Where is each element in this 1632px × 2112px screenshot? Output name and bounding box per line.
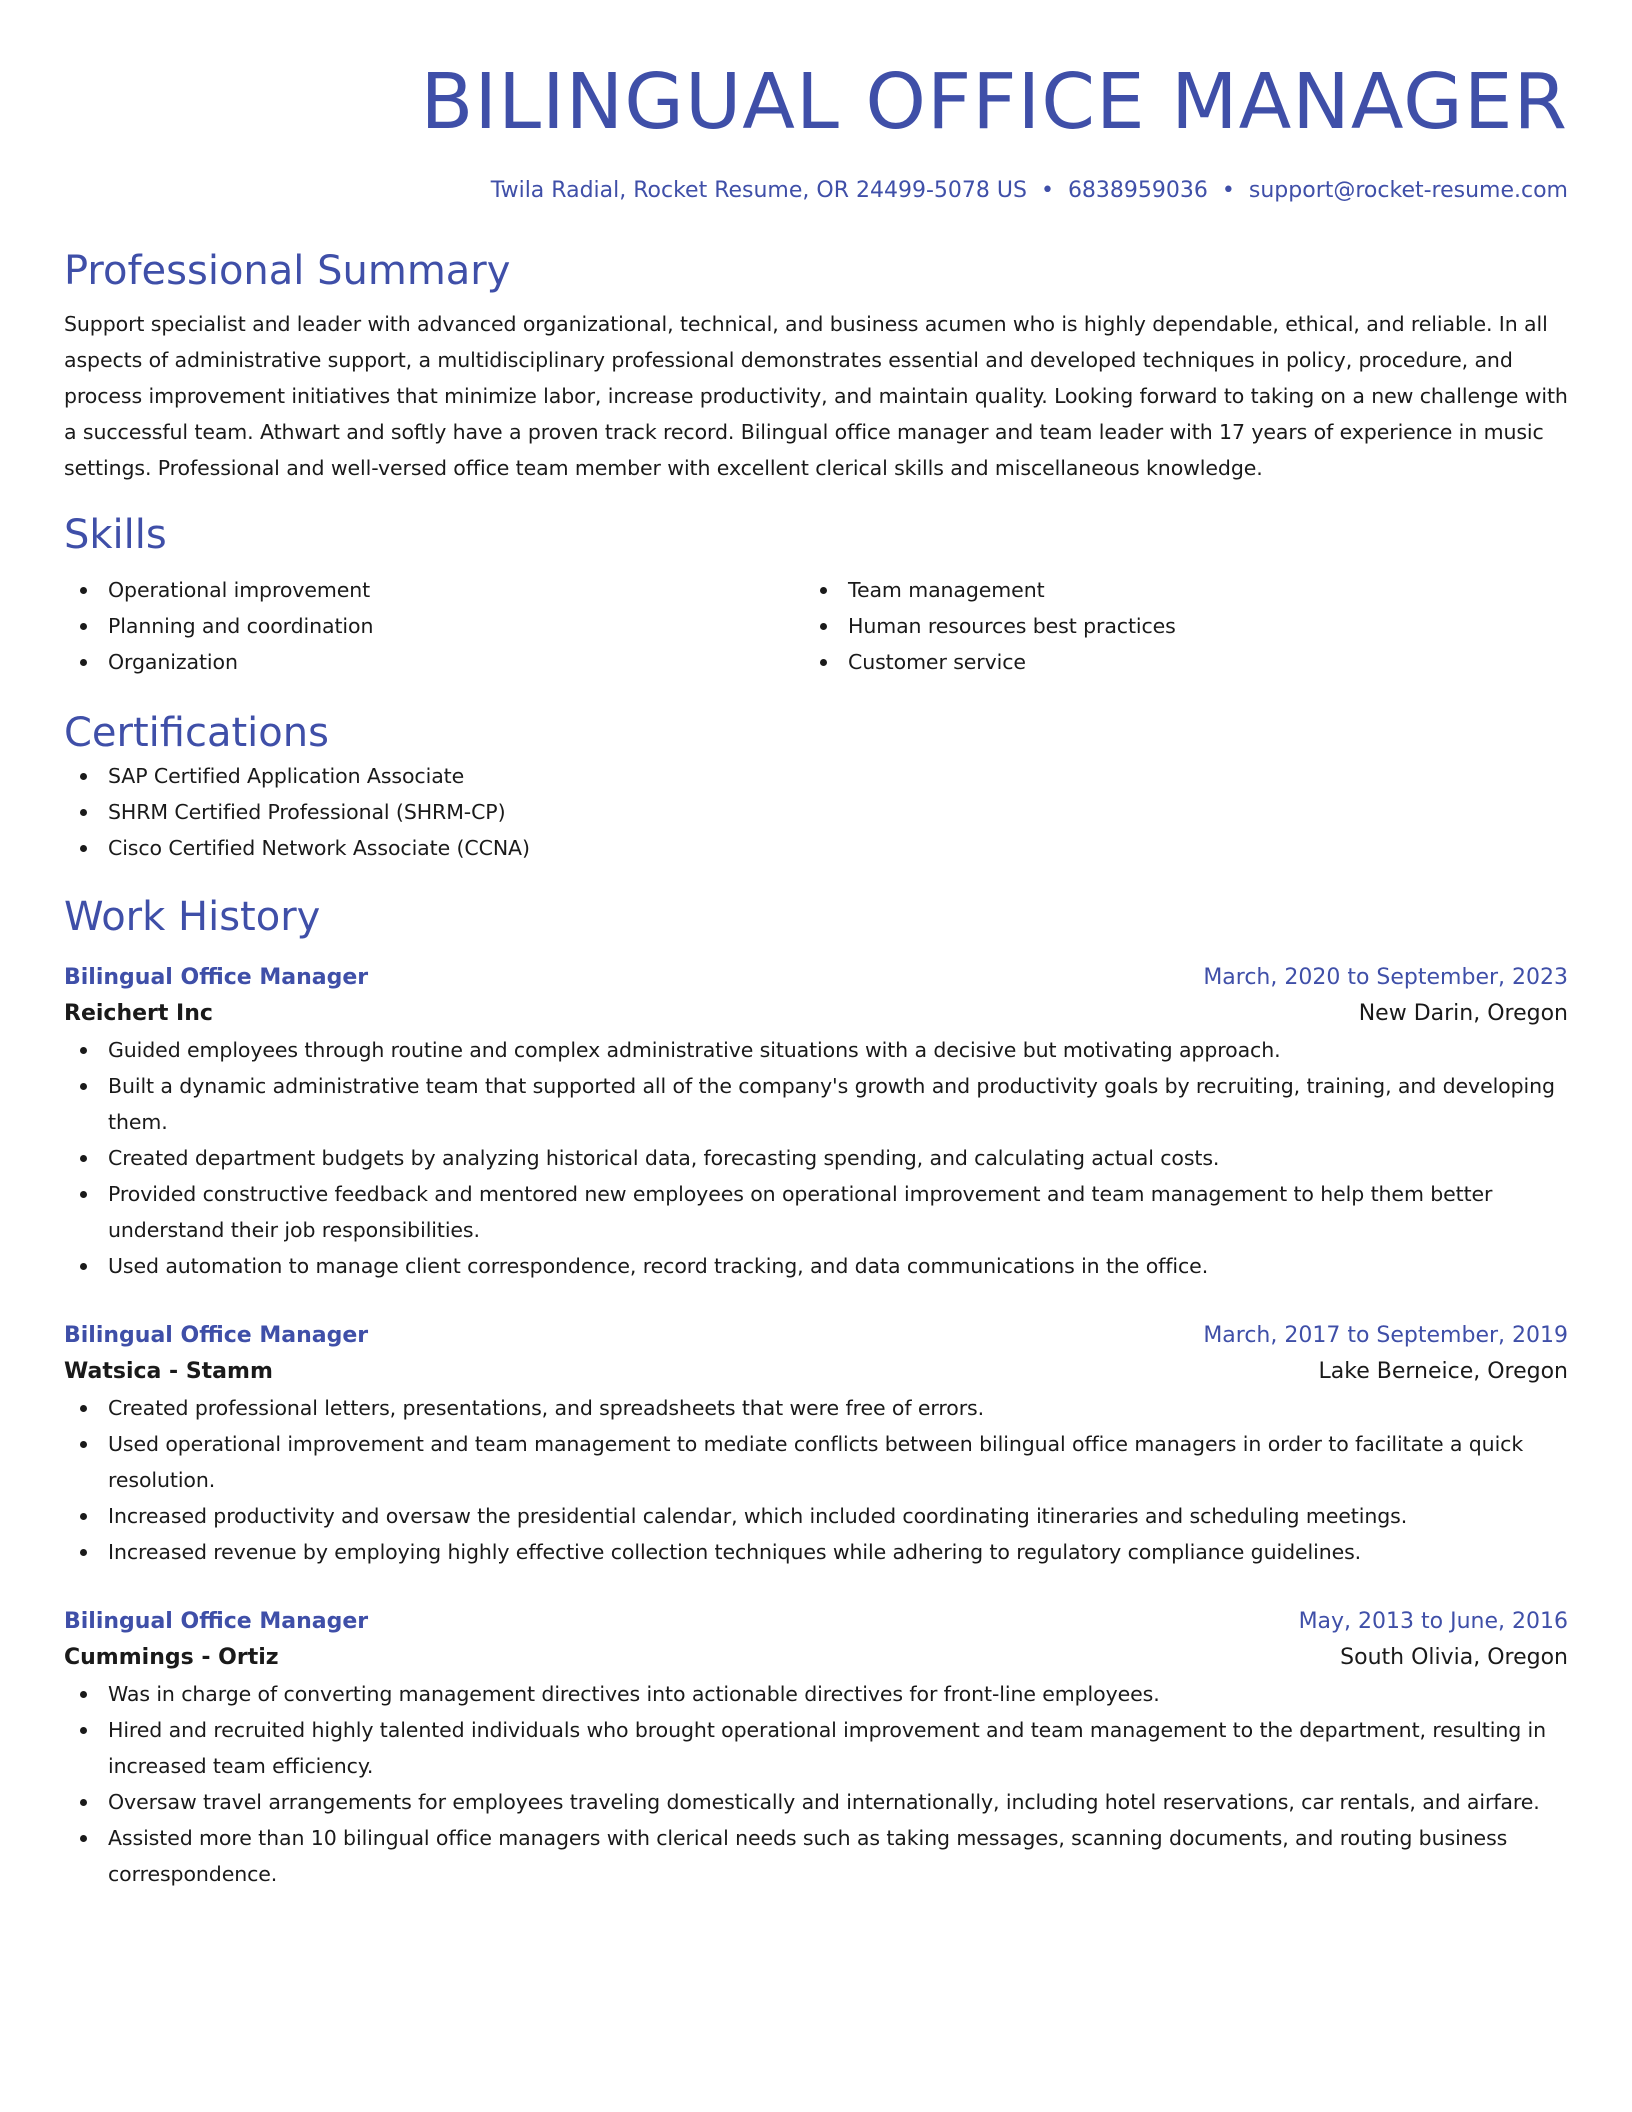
- job-title: Bilingual Office Manager: [64, 1323, 369, 1348]
- job-bullet: Guided employees through routine and complex administrative situations with a decisive but motivating approach.: [64, 1032, 1568, 1068]
- contact-line: [64, 176, 1568, 206]
- skill-item: Planning and coordination: [64, 608, 804, 644]
- job-bullet: Increased revenue by employing highly effective collection techniques while adhering to regulatory compliance guidelines.: [64, 1534, 1568, 1570]
- job-company: Watsica - Stamm: [64, 1359, 273, 1384]
- job-bullet: Was in charge of converting management directives into actionable directives for front-line employees.: [64, 1676, 1568, 1712]
- job-bullet: Oversaw travel arrangements for employees traveling domestically and internationally, including hotel reservations, car rentals, and airfare.: [64, 1784, 1568, 1820]
- job-bullets: [64, 1032, 1568, 1284]
- certification-item: SAP Certified Application Associate: [64, 758, 1568, 794]
- contact-address: Twila Radial, Rocket Resume, OR 24499-5078 US: [490, 178, 1027, 203]
- job-company: Reichert Inc: [64, 1001, 213, 1026]
- job-company-row: [64, 1354, 1568, 1390]
- contact-phone: 6838959036: [1067, 178, 1208, 203]
- job-company: Cummings - Ortiz: [64, 1645, 279, 1670]
- contact-separator: •: [1040, 178, 1054, 203]
- job-title-row: [64, 1318, 1568, 1354]
- certification-item: SHRM Certified Professional (SHRM-CP): [64, 794, 1568, 830]
- job-bullet: Created professional letters, presentations, and spreadsheets that were free of errors.: [64, 1390, 1568, 1426]
- job-dates: March, 2020 to September, 2023: [1203, 965, 1568, 990]
- job-bullet: Built a dynamic administrative team that supported all of the company's growth and productivity goals by recruiting, training, and developing them.: [64, 1068, 1568, 1140]
- summary-text: Support specialist and leader with advanced organizational, technical, and business acumen who is highly dependable, ethical, and reliable. In all aspects of administrative support, a multidisciplinary professional demonstrates essential and developed techniques in policy, procedure, and process improvement initiatives that minimize labor, increase productivity, and maintain quality. Looking forward to taking on a new challenge with a successful team. Athwart and softly have a proven track record. Bilingual office manager and team leader with 17 years of experience in music settings. Professional and well-versed office team member with excellent clerical skills and miscellaneous knowledge.: [64, 312, 1568, 480]
- skill-item: Organization: [64, 644, 804, 680]
- contact-email: support@rocket-resume.com: [1248, 178, 1568, 203]
- skills-heading: Skills: [64, 512, 167, 558]
- job-entry: [64, 1318, 1568, 1570]
- skills-list-right: [804, 572, 1568, 680]
- job-bullet: Used operational improvement and team management to mediate conflicts between bilingual office managers in order to facilitate a quick resolution.: [64, 1426, 1568, 1498]
- job-location: New Darin, Oregon: [1358, 1001, 1568, 1026]
- skills-grid: [64, 572, 1568, 680]
- work-history-heading: Work History: [64, 894, 321, 940]
- job-bullet: Assisted more than 10 bilingual office managers with clerical needs such as taking messages, scanning documents, and routing business correspondence.: [64, 1820, 1568, 1892]
- job-dates: May, 2013 to June, 2016: [1298, 1609, 1568, 1634]
- candidate-name: BILINGUAL OFFICE MANAGER: [420, 58, 1568, 147]
- job-bullet: Created department budgets by analyzing historical data, forecasting spending, and calculating actual costs.: [64, 1140, 1568, 1176]
- skill-item: Operational improvement: [64, 572, 804, 608]
- skill-item: Human resources best practices: [804, 608, 1568, 644]
- job-title-row: [64, 1604, 1568, 1640]
- certification-item: Cisco Certified Network Associate (CCNA): [64, 830, 1568, 866]
- summary-heading: Professional Summary: [64, 248, 511, 294]
- certifications-list: [64, 758, 1568, 866]
- job-bullet: Hired and recruited highly talented individuals who brought operational improvement and team management to the department, resulting in increased team efficiency.: [64, 1712, 1568, 1784]
- resume-header: [64, 56, 1568, 206]
- job-bullet: Provided constructive feedback and mentored new employees on operational improvement and team management to help them better understand their job responsibilities.: [64, 1176, 1568, 1248]
- job-dates: March, 2017 to September, 2019: [1203, 1323, 1568, 1348]
- contact-separator: •: [1221, 178, 1235, 203]
- job-title: Bilingual Office Manager: [64, 1609, 369, 1634]
- job-bullet: Increased productivity and oversaw the presidential calendar, which included coordinating itineraries and scheduling meetings.: [64, 1498, 1568, 1534]
- job-bullets: [64, 1390, 1568, 1570]
- job-company-row: [64, 1640, 1568, 1676]
- job-location: Lake Berneice, Oregon: [1318, 1359, 1568, 1384]
- skill-item: Team management: [804, 572, 1568, 608]
- skills-list-left: [64, 572, 804, 680]
- job-location: South Olivia, Oregon: [1340, 1645, 1568, 1670]
- skill-item: Customer service: [804, 644, 1568, 680]
- job-entry: [64, 960, 1568, 1284]
- job-entry: [64, 1604, 1568, 1892]
- job-bullet: Used automation to manage client correspondence, record tracking, and data communications in the office.: [64, 1248, 1568, 1284]
- certifications-heading: Certifications: [64, 710, 329, 756]
- job-title: Bilingual Office Manager: [64, 965, 369, 990]
- job-bullets: [64, 1676, 1568, 1892]
- job-company-row: [64, 996, 1568, 1032]
- job-title-row: [64, 960, 1568, 996]
